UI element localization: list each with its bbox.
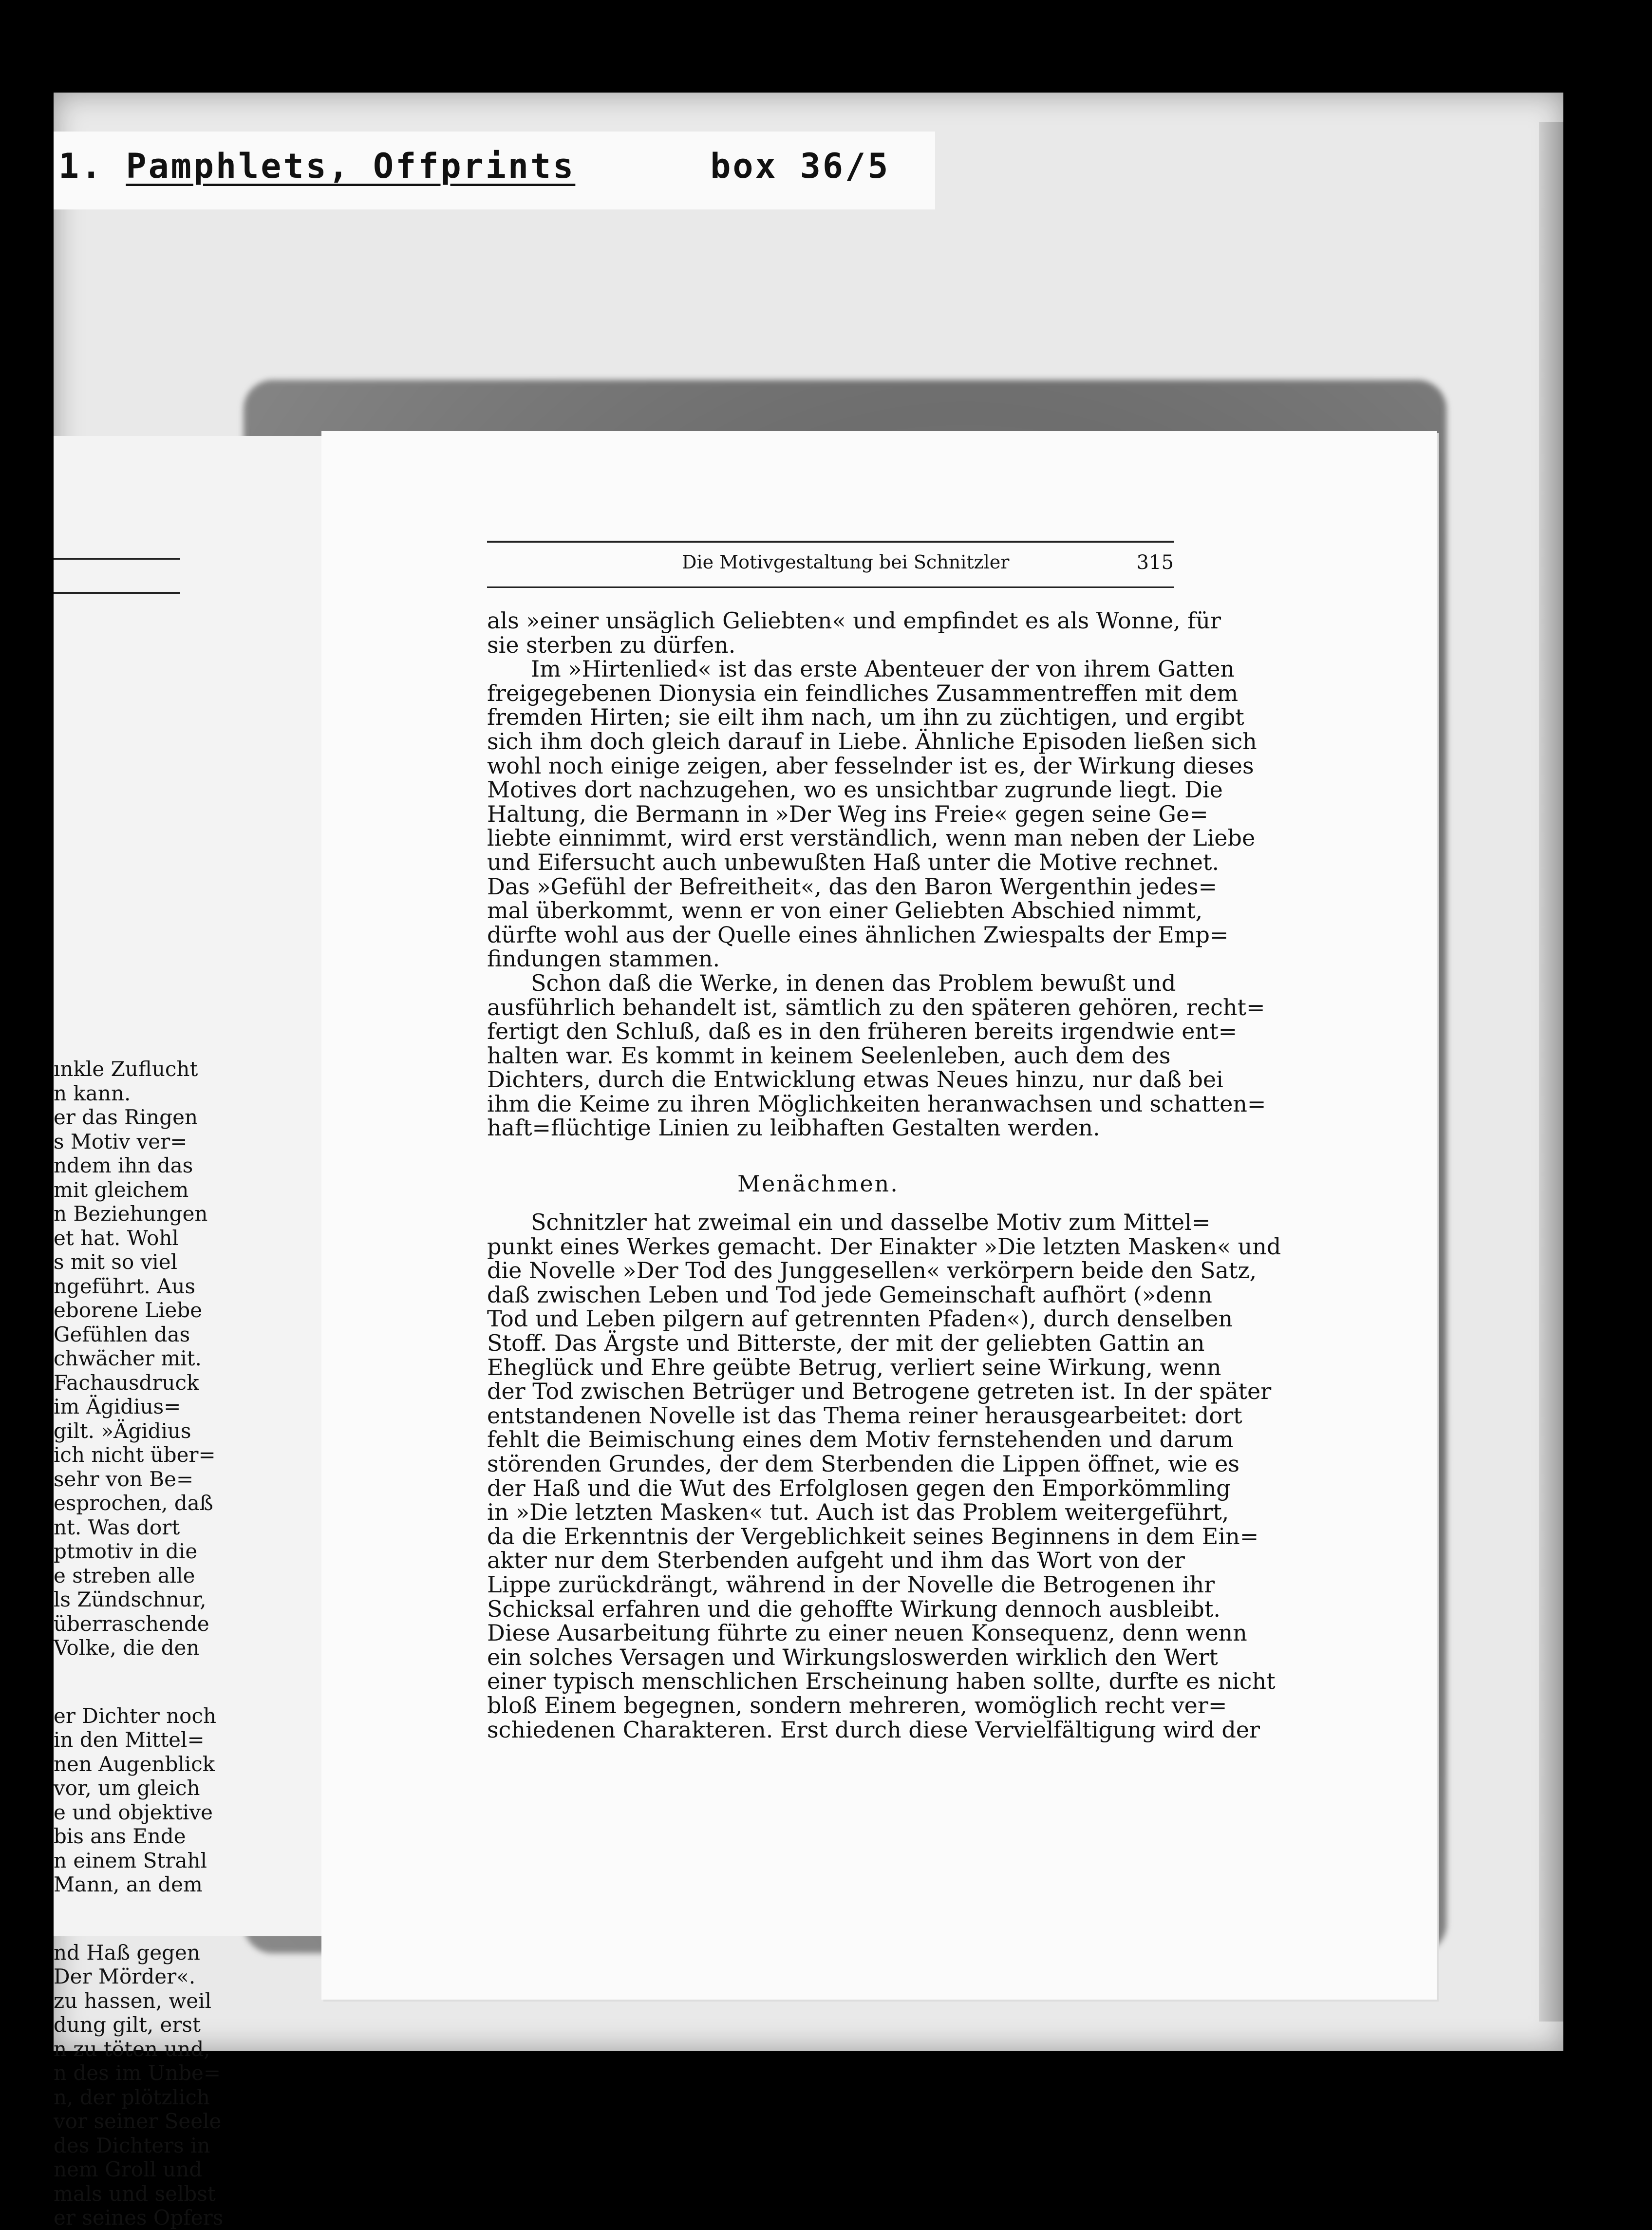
facing-page-line: et hat. Wohl	[54, 1226, 179, 1250]
paragraph-2-line: und Eifersucht auch unbewußten Haß unter die Motive rechnet.	[487, 849, 1220, 875]
paragraph-4-line: fehlt die Beimischung eines dem Motiv fernstehenden und darum	[487, 1426, 1234, 1453]
paragraph-4-line: schiedenen Charakteren. Erst durch diese Vervielfältigung wird der	[487, 1716, 1260, 1743]
paragraph-1-line: als »einer unsäglich Geliebten« und empfindet es als Wonne, für	[487, 607, 1221, 634]
facing-page-line: gilt. »Ägidius	[54, 1418, 191, 1443]
facing-page-line: Fachausdruck	[54, 1370, 199, 1395]
archive-label-spacer	[575, 146, 710, 186]
paragraph-4-line: daß zwischen Leben und Tod jede Gemeinschaft aufhört (»denn	[487, 1281, 1212, 1308]
paragraph-2-line: sich ihm doch gleich darauf in Liebe. Ähnliche Episoden ließen sich	[487, 728, 1257, 755]
archive-box-number: box 36/5	[710, 146, 890, 186]
facing-page-line: ndem ihn das	[54, 1153, 193, 1177]
paragraph-4-line: Stoff. Das Ärgste und Bitterste, der mit der geliebten Gattin an	[487, 1330, 1205, 1357]
section-heading: Menächmen.	[737, 1171, 899, 1197]
paragraph-4-line: der Tod zwischen Betrüger und Betrogene getreten ist. In der später	[487, 1378, 1272, 1405]
facing-page-line: Mann, an dem	[54, 1872, 203, 1896]
facing-page-line: er Dichter noch	[54, 1703, 217, 1728]
paragraph-4-line: Schnitzler hat zweimal ein und dasselbe Motiv zum Mittel=	[531, 1209, 1211, 1236]
facing-page-line: mals und selbst	[54, 2181, 216, 2206]
section-spacer	[487, 1140, 1188, 1157]
facing-page-line: nem Groll und	[54, 2157, 203, 2181]
facing-page-line: vor, um gleich	[54, 1776, 200, 1800]
facing-page-line: des Dichters in	[54, 2133, 210, 2157]
facing-page-line: vor seiner Seele	[54, 2109, 222, 2133]
facing-page-line: ls Zündschnur,	[54, 1587, 206, 1611]
facing-page-line: Der Mörder«.	[54, 1965, 196, 1988]
archive-label-prefix: 1.	[58, 146, 126, 186]
facing-page-line: e und objektive	[54, 1800, 213, 1824]
paragraph-2-line: findungen stammen.	[487, 945, 720, 972]
paragraph-4-line: Schicksal erfahren und die gehoffte Wirkung dennoch ausbleibt.	[487, 1595, 1220, 1622]
paragraph-3-line: ihm die Keime zu ihren Möglichkeiten heranwachsen und schatten=	[487, 1090, 1266, 1117]
facing-page-gap	[54, 1897, 214, 1941]
facing-page-line: n Beziehungen	[54, 1202, 208, 1226]
facing-page-line: nt. Was dort	[54, 1515, 180, 1539]
facing-page-line: ich nicht über=	[54, 1443, 216, 1467]
facing-page-line: n zu töten und,	[54, 2037, 210, 2061]
facing-page-line: überraschende	[54, 1611, 209, 1636]
facing-page-line: eborene Liebe	[54, 1298, 203, 1322]
paragraph-2-line: Motives dort nachzugehen, wo es unsichtbar zugrunde liegt. Die	[487, 776, 1223, 803]
facing-page-line: Gefühlen das	[54, 1322, 190, 1346]
paragraph-4-line: Tod und Leben pilgern auf getrennten Pfaden«), durch denselben	[487, 1305, 1233, 1332]
running-head	[487, 541, 1174, 588]
paragraph-4-line: bloß Einem begegnen, sondern mehreren, womöglich recht ver=	[487, 1692, 1227, 1719]
paragraph-4-line: störenden Grundes, der dem Sterbenden die Lippen öffnet, wie es	[487, 1451, 1239, 1477]
facing-page-line: zu hassen, weil	[54, 1988, 212, 2013]
facing-page-gap	[54, 1660, 214, 1704]
paragraph-4-line: ein solches Versagen und Wirkungsloswerden wirklich den Wert	[487, 1644, 1218, 1670]
paragraph-2-line: mal überkommt, wenn er von einer Geliebten Abschied nimmt,	[487, 897, 1203, 924]
paragraph-4-line: der Haß und die Wut des Erfolglosen gegen den Emporkömmling	[487, 1474, 1231, 1501]
facing-page-line: ngeführt. Aus	[54, 1274, 196, 1298]
facing-page-line: nd Haß gegen	[54, 1940, 200, 1965]
facing-page-line: sehr von Be=	[54, 1467, 194, 1491]
paragraph-1-line: sie sterben zu dürfen.	[487, 631, 736, 658]
facing-page-text	[54, 1057, 224, 2230]
facing-page-line: n, der plötzlich	[54, 2085, 210, 2109]
paragraph-2-line: liebte einnimmt, wird erst verständlich, wenn man neben der Liebe	[487, 825, 1256, 851]
facing-page-line: Volke, die den	[54, 1636, 200, 1660]
facing-page-line: im Ägidius=	[54, 1395, 181, 1418]
paragraph-2-line: dürfte wohl aus der Quelle eines ähnlichen Zwiespalts der Emp=	[487, 921, 1229, 948]
paragraph-3-line: ausführlich behandelt ist, sämtlich zu den späteren gehören, recht=	[487, 994, 1265, 1021]
archive-label-title: Pamphlets, Offprints	[126, 146, 576, 186]
facing-page-line: esprochen, daß	[54, 1491, 213, 1515]
facing-page-line: n des im Unbe=	[54, 2061, 221, 2085]
facing-page-line: e streben alle	[54, 1563, 195, 1587]
paragraph-2-line: fremden Hirten; sie eilt ihm nach, um ihn zu züchtigen, und ergibt	[487, 704, 1244, 731]
paragraph-4-line: Eheglück und Ehre geübte Betrug, verliert seine Wirkung, wenn	[487, 1354, 1221, 1380]
board-edge	[1539, 122, 1563, 2022]
running-title: Die Motivgestaltung bei Schnitzler	[682, 551, 1010, 573]
facing-page-line: er das Ringen	[54, 1105, 198, 1129]
paragraph-3-line: Schon daß die Werke, in denen das Problem bewußt und	[531, 969, 1176, 996]
paragraph-4-line: Diese Ausarbeitung führte zu einer neuen Konsequenz, denn wenn	[487, 1620, 1247, 1646]
facing-page-line: in den Mittel=	[54, 1728, 205, 1752]
facing-page-line: s Motiv ver=	[54, 1129, 188, 1153]
paragraph-3-line: fertigt den Schluß, daß es in den früheren bereits irgendwie ent=	[487, 1018, 1238, 1045]
paragraph-4-line: in »Die letzten Masken« tut. Auch ist das Problem weitergeführt,	[487, 1499, 1229, 1526]
paragraph-3-line: Dichters, durch die Entwicklung etwas Neues hinzu, nur daß bei	[487, 1066, 1223, 1093]
facing-page-line: chwächer mit.	[54, 1346, 202, 1370]
paragraph-2-line: Haltung, die Bermann in »Der Weg ins Freie« gegen seine Ge=	[487, 800, 1208, 827]
facing-page-rule-top	[54, 558, 180, 560]
paragraph-4-line: die Novelle »Der Tod des Junggesellen« verkörpern beide den Satz,	[487, 1257, 1257, 1284]
facing-page-line: mit gleichem	[54, 1177, 189, 1202]
paragraph-4-line: punkt eines Werkes gemacht. Der Einakter »Die letzten Masken« und	[487, 1233, 1281, 1260]
facing-page-line: n einem Strahl	[54, 1848, 207, 1872]
facing-page-rule-bottom	[54, 592, 180, 594]
page-number: 315	[1136, 551, 1174, 574]
facing-page-line: ptmotiv in die	[54, 1539, 198, 1563]
paragraph-4-line: da die Erkenntnis der Vergeblichkeit seines Beginnens in dem Ein=	[487, 1523, 1259, 1550]
facing-page-line: ınkle Zuflucht	[54, 1057, 198, 1081]
facing-page-line: nen Augenblick	[54, 1752, 215, 1776]
facing-page-line: er seines Opfers	[54, 2206, 224, 2230]
paragraph-2-line: Im »Hirtenlied« ist das erste Abenteuer der von ihrem Gatten	[531, 656, 1235, 682]
paragraph-4-line: entstandenen Novelle ist das Thema reiner herausgearbeitet: dort	[487, 1402, 1242, 1429]
paragraph-2-line: wohl noch einige zeigen, aber fesselnder ist es, der Wirkung dieses	[487, 752, 1254, 779]
paragraph-3-line: halten war. Es kommt in keinem Seelenleben, auch dem des	[487, 1042, 1171, 1069]
facing-page	[54, 436, 358, 2230]
paragraph-2-line: Das »Gefühl der Befreitheit«, das den Baron Wergenthin jedes=	[487, 873, 1218, 900]
paragraph-3-line: haft=flüchtige Linien zu leibhaften Gestalten werden.	[487, 1115, 1100, 1141]
facing-page-line: dung gilt, erst	[54, 2013, 201, 2037]
body-text	[487, 607, 1281, 1743]
paragraph-4-line: Lippe zurückdrängt, während in der Novelle die Betrogenen ihr	[487, 1571, 1215, 1598]
archive-label	[58, 146, 890, 186]
facing-page-line: s mit so viel	[54, 1250, 178, 1274]
paragraph-4-line: einer typisch menschlichen Erscheinung haben sollte, durfte es nicht	[487, 1668, 1276, 1695]
paragraph-4-line: akter nur dem Sterbenden aufgeht und ihm das Wort von der	[487, 1547, 1185, 1574]
facing-page-line: n kann.	[54, 1081, 131, 1105]
facing-page-line: bis ans Ende	[54, 1824, 186, 1848]
paragraph-2-line: freigegebenen Dionysia ein feindliches Zusammentreffen mit dem	[487, 680, 1239, 706]
